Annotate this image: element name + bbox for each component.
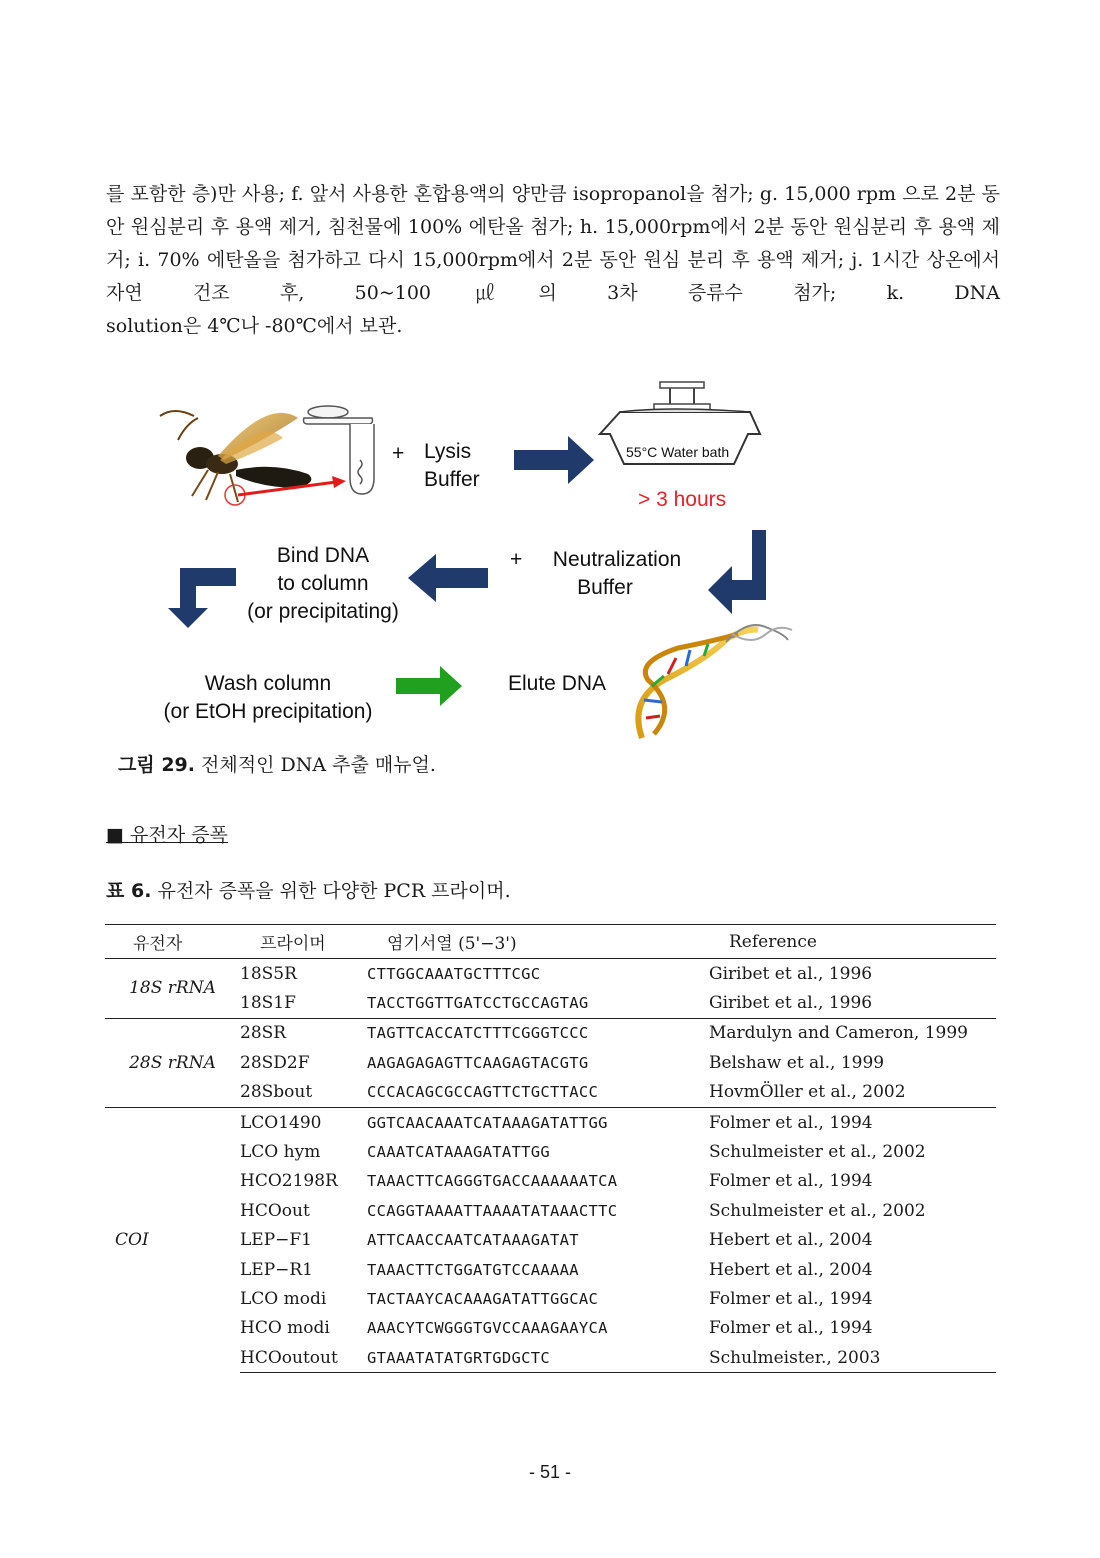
navy-arrow-right-icon: [514, 436, 594, 484]
header-primer: 프라이머: [240, 925, 367, 959]
wasp-icon: [160, 411, 311, 505]
table-caption-label: 표 6.: [106, 880, 152, 902]
primer-cell: LEP−F1: [240, 1230, 312, 1251]
neutral-label-2: Buffer: [577, 576, 633, 599]
sequence-cell: CTTGGCAAATGCTTTCGC: [367, 959, 709, 989]
primer-cell: HCOout: [240, 1200, 310, 1221]
figure-caption-text: 전체적인 DNA 추출 매뉴얼.: [194, 754, 436, 776]
sequence-cell: GGTCAACAAATCATAAAGATATTGG: [367, 1107, 709, 1137]
table-caption-text: 유전자 증폭을 위한 다양한 PCR 프라이머.: [151, 880, 511, 902]
paragraph-line: 동안 원심분리 후 용액 제거; i. 70% 에탄올을 첨가하고 다시 15,000rpm에서 2분 동안 원심: [106, 216, 1001, 271]
table-row: [105, 1107, 996, 1137]
reference-cell: Giribet et al., 1996: [709, 993, 873, 1014]
table-header-row: [105, 925, 996, 959]
sequence-cell: AAGAGAGAGTTCAAGAGTACGTG: [367, 1053, 589, 1072]
reference-cell: Giribet et al., 1996: [709, 959, 996, 989]
table-row: [105, 959, 996, 989]
reference-cell: Hebert et al., 2004: [709, 1259, 873, 1280]
primer-cell: LCO hym: [240, 1142, 321, 1163]
reference-cell: Hebert et al., 2004: [709, 1230, 873, 1251]
reference-cell: Folmer et al., 1994: [709, 1318, 873, 1339]
sequence-cell: TACTAAYCACAAAGATATTGGCAC: [367, 1289, 599, 1308]
lysis-label-1: Lysis: [424, 440, 472, 463]
wash-label-1: Wash column: [204, 672, 332, 695]
sequence-cell: TAGTTCACCATCTTTCGGGTCCC: [367, 1018, 709, 1048]
primer-cell: 18S1F: [240, 993, 296, 1014]
water-bath-label: 55°C Water bath: [626, 444, 730, 460]
header-sequence: 염기서열 (5'−3'): [367, 925, 709, 959]
bind-label-3: (or precipitating): [247, 600, 399, 623]
figure-caption-label: 그림 29.: [118, 754, 195, 776]
table-caption: [106, 876, 511, 903]
reference-cell: Schulmeister., 2003: [709, 1343, 996, 1373]
paragraph-line: solution은 4℃나 -80℃에서 보관.: [106, 315, 403, 337]
sequence-cell: ATTCAACCAATCATAAAGATAT: [367, 1231, 579, 1250]
reference-cell: Folmer et al., 1994: [709, 1107, 996, 1137]
primer-cell: 28Sbout: [240, 1082, 313, 1103]
reference-cell: Schulmeister et al., 2002: [709, 1142, 926, 1163]
lysis-plus: +: [392, 442, 405, 465]
navy-arrow-down-icon: [168, 568, 236, 628]
sequence-cell: AAACYTCWGGGTGVCCAAAGAAYCA: [367, 1319, 608, 1338]
figure-caption: [118, 750, 436, 777]
primer-cell: LEP−R1: [240, 1259, 313, 1280]
reference-cell: HovmÖller et al., 2002: [709, 1082, 906, 1103]
gene-cell: COI: [105, 1107, 240, 1373]
paragraph-line: 를 포함한 층)만 사용; f. 앞서 사용한 혼합용액의 양만큼 isopropanol을 첨가; g. 15,000 rpm: [106, 183, 897, 205]
gene-cell: 28S rRNA: [105, 1018, 240, 1107]
primer-cell: 18S5R: [240, 959, 367, 989]
dna-helix-icon: [638, 625, 792, 738]
sequence-cell: CCCACAGCGCCAGTTCTGCTTACC: [367, 1083, 599, 1102]
lysis-label-2: Buffer: [424, 468, 480, 491]
bind-label-2: to column: [277, 572, 369, 595]
reference-cell: Schulmeister et al., 2002: [709, 1200, 926, 1221]
reference-cell: Folmer et al., 1994: [709, 1171, 873, 1192]
sequence-cell: CAAATCATAAAGATATTGG: [367, 1143, 551, 1162]
paragraph-line: 분리 후 용액 제거; j. 1시간 상온에서 자연 건조 후, 50~100㎕의 3차 증류수 첨가; k. DNA: [106, 249, 1001, 304]
wash-label-2: (or EtOH precipitation): [163, 700, 373, 723]
hours-label: > 3 hours: [638, 488, 727, 511]
body-paragraph: [106, 178, 1000, 343]
reference-cell: Mardulyn and Cameron, 1999: [709, 1018, 996, 1048]
navy-arrow-down-left-icon: [708, 530, 766, 614]
header-gene: 유전자: [105, 925, 240, 959]
primer-cell: 28SD2F: [240, 1052, 310, 1073]
reference-cell: Belshaw et al., 1999: [709, 1052, 885, 1073]
paragraph-line: 으로 2분 동안 원심분리 후 용액 제거, 침천물에 100% 에탄올 첨가; h. 15,000rpm에서 2분: [106, 183, 1000, 238]
sequence-cell: GTAAATATATGRTGDGCTC: [367, 1343, 709, 1373]
neutral-label-1: Neutralization: [552, 548, 682, 571]
navy-arrow-left-icon: [408, 554, 488, 602]
primer-cell: HCOoutout: [240, 1343, 367, 1373]
red-arrowhead-icon: [332, 476, 346, 488]
primer-cell: HCO2198R: [240, 1171, 338, 1192]
primer-cell: 28SR: [240, 1018, 367, 1048]
primer-cell: LCO modi: [240, 1288, 327, 1309]
dna-extraction-figure: [148, 378, 798, 743]
table-row: [105, 1018, 996, 1048]
sequence-cell: TAAACTTCTGGATGTCCAAAAA: [367, 1260, 579, 1279]
green-arrow-right-icon: [396, 666, 462, 706]
bind-label-1: Bind DNA: [276, 544, 370, 567]
reference-cell: Folmer et al., 1994: [709, 1288, 873, 1309]
header-reference: Reference: [709, 925, 996, 959]
gene-cell: 18S rRNA: [105, 959, 240, 1019]
primer-table: [105, 924, 996, 1373]
primer-cell: HCO modi: [240, 1318, 330, 1339]
neutral-plus: +: [510, 548, 523, 571]
sequence-cell: TAAACTTCAGGGTGACCAAAAAATCA: [367, 1172, 618, 1191]
elute-label: Elute DNA: [508, 672, 607, 695]
section-title: ■ 유전자 증폭: [106, 824, 228, 846]
sequence-cell: CCAGGTAAAATTAAAATATAAACTTC: [367, 1201, 618, 1220]
sequence-cell: TACCTGGTTGATCCTGCCAGTAG: [367, 994, 589, 1013]
primer-cell: LCO1490: [240, 1107, 367, 1137]
page-number: - 51 -: [528, 1462, 571, 1482]
